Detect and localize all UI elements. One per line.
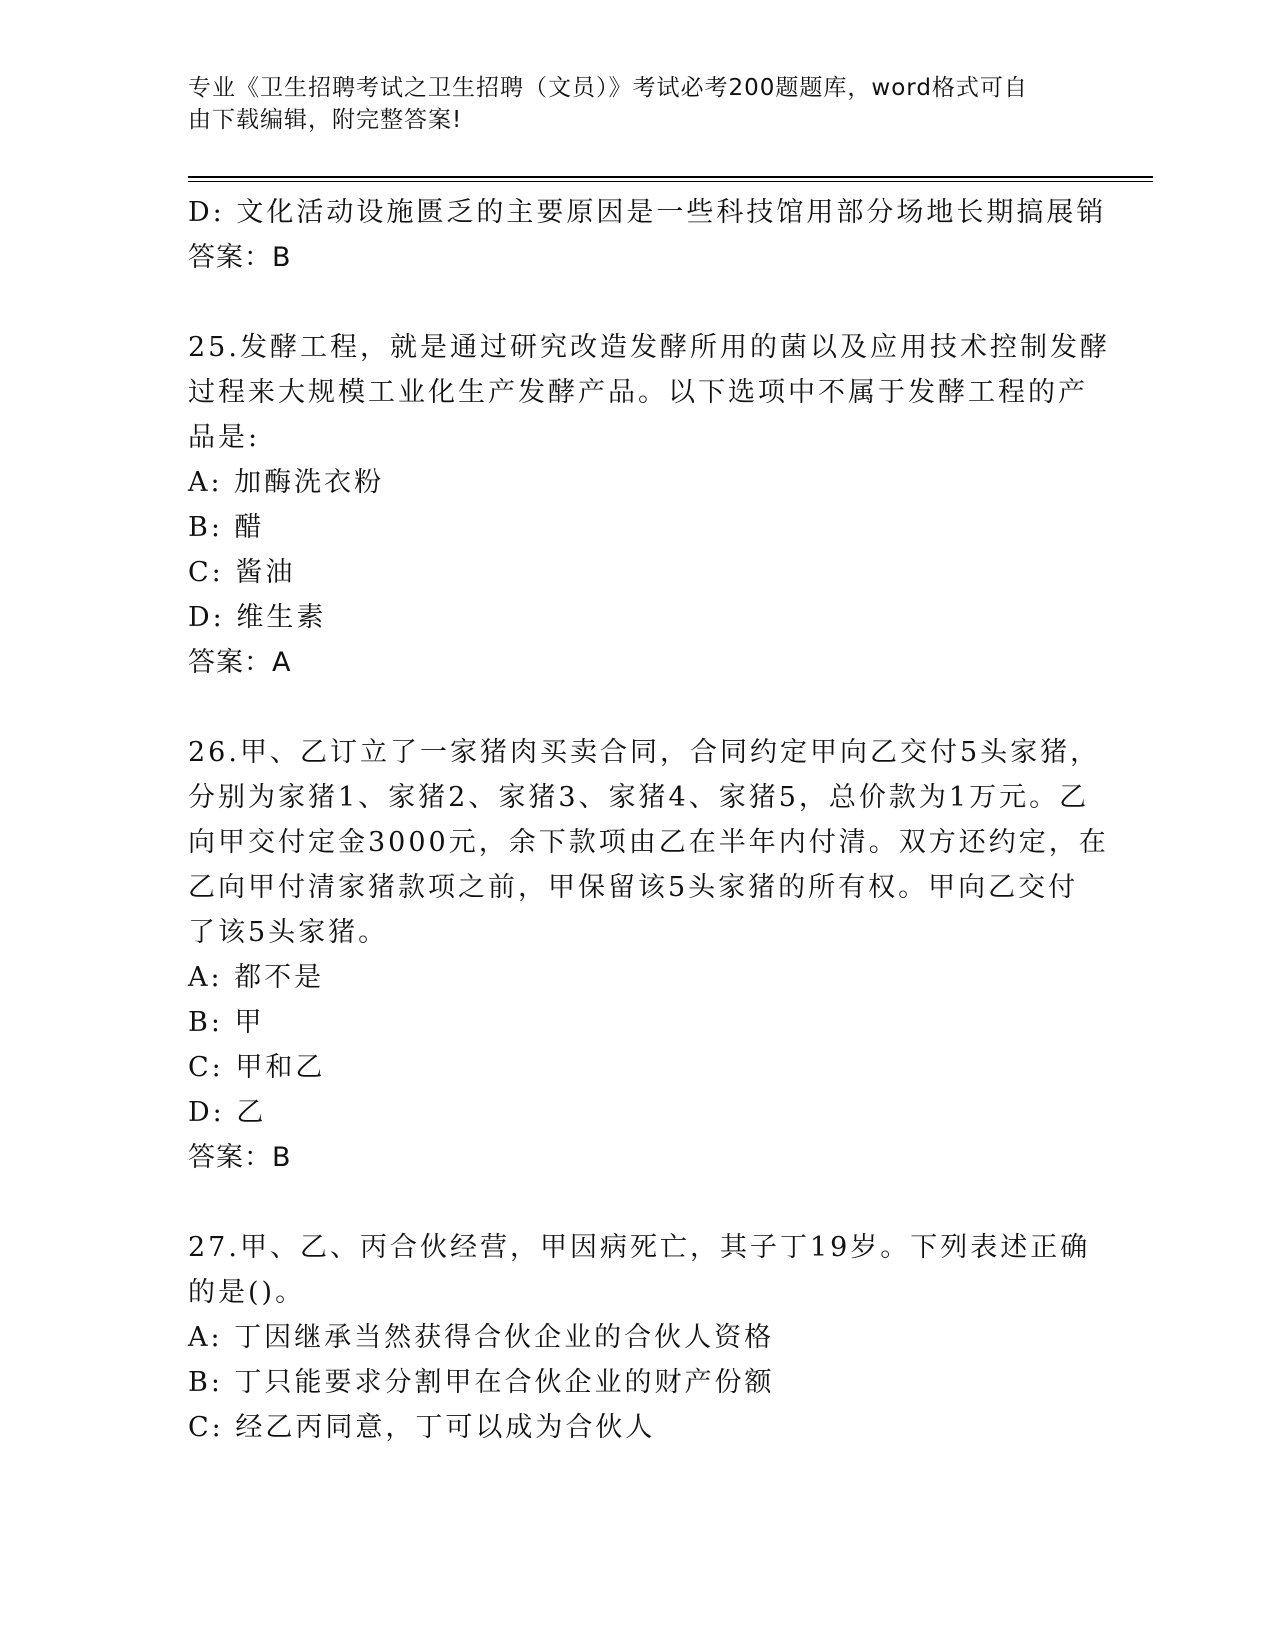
- document-body: [188, 190, 1110, 1450]
- question-stem-line: 乙向甲付清家猪款项之前，甲保留该5头家猪的所有权。甲向乙交付: [188, 872, 1079, 903]
- question-stem-line: 的是()。: [188, 1277, 306, 1308]
- option-b: B: 醋: [188, 512, 265, 543]
- option-d: D: 文化活动设施匮乏的主要原因是一些科技馆用部分场地长期搞展销: [188, 197, 1107, 228]
- answer-line: 答案：B: [188, 1142, 292, 1173]
- option-b: B: 甲: [188, 1007, 265, 1038]
- option-a: A: 都不是: [188, 962, 325, 993]
- option-a: A: 加酶洗衣粉: [188, 467, 385, 498]
- option-c: C: 酱油: [188, 557, 296, 588]
- option-c: C: 甲和乙: [188, 1052, 326, 1083]
- question-27: [188, 1225, 1091, 1450]
- question-stem-line: 品是:: [188, 422, 261, 453]
- header-line-2: 由下载编辑，附完整答案!: [188, 107, 463, 133]
- option-c: C: 经乙丙同意，丁可以成为合伙人: [188, 1412, 656, 1443]
- question-25: [188, 325, 1110, 685]
- option-b: B: 丁只能要求分割甲在合伙企业的财产份额: [188, 1367, 775, 1398]
- option-d: D: 乙: [188, 1097, 267, 1128]
- header-divider-thin: [188, 181, 1153, 182]
- option-a: A: 丁因继承当然获得合伙企业的合伙人资格: [188, 1322, 775, 1353]
- question-stem-line: 25.发酵工程，就是通过研究改造发酵所用的菌以及应用技术控制发酵: [188, 332, 1110, 363]
- question-26: [188, 730, 1109, 1180]
- question-stem-line: 分别为家猪1、家猪2、家猪3、家猪4、家猪5，总价款为1万元。乙: [188, 782, 1090, 813]
- question-stem-line: 向甲交付定金3000元，余下款项由乙在半年内付清。双方还约定，在: [188, 827, 1109, 858]
- question-stem-line: 了该5头家猪。: [188, 917, 389, 948]
- question-stem-line: 27.甲、乙、丙合伙经营，甲因病死亡，其子丁19岁。下列表述正确: [188, 1232, 1091, 1263]
- header-divider-thick: [188, 176, 1153, 178]
- question-stem-line: 26.甲、乙订立了一家猪肉买卖合同，合同约定甲向乙交付5头家猪，: [188, 737, 1101, 768]
- answer-line: 答案：B: [188, 242, 292, 273]
- header-line-1: 专业《卫生招聘考试之卫生招聘（文员）》考试必考200题题库，word格式可自: [188, 75, 1028, 101]
- answer-line: 答案：A: [188, 647, 292, 678]
- question-24-tail: [188, 190, 1107, 280]
- question-stem-line: 过程来大规模工业化生产发酵产品。以下选项中不属于发酵工程的产: [188, 377, 1088, 408]
- option-d: D: 维生素: [188, 602, 327, 633]
- document-header: [188, 72, 1068, 136]
